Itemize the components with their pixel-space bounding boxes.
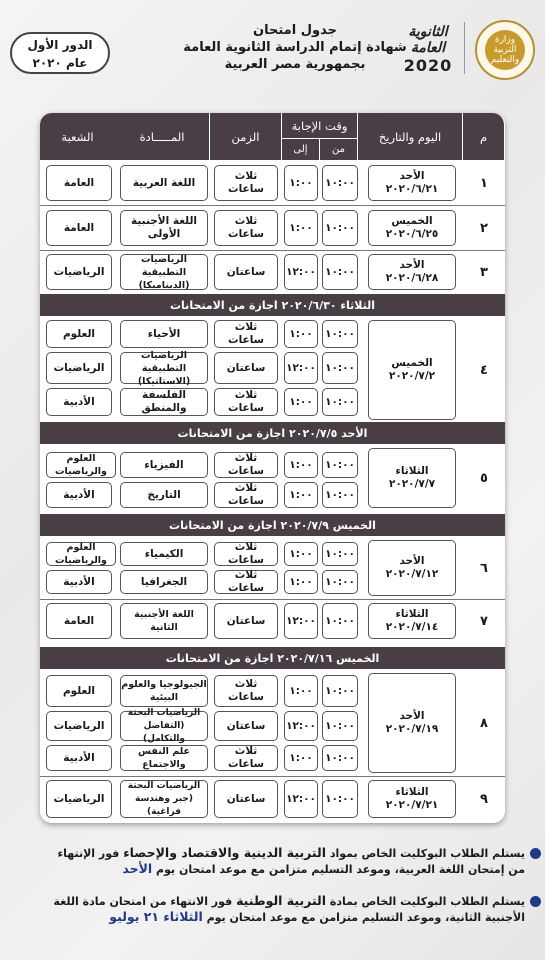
start-time: ١٠:٠٠: [322, 210, 358, 246]
holiday-banner: الأحد ٢٠٢٠/٧/٥ اجازة من الامتحانات: [40, 422, 505, 444]
subject: علم النفس والاجتماع: [120, 745, 208, 771]
date-label: ٢٠٢٠/٧/٧: [388, 478, 436, 490]
start-time: ١٠:٠٠: [322, 603, 358, 639]
note-highlight: التربية الوطنية: [236, 893, 327, 908]
day-label: الأحد: [399, 259, 425, 271]
title-line-1: جدول امتحان: [253, 23, 337, 38]
end-time: ١:٠٠: [284, 482, 318, 508]
note-highlight: الثلاثاء ٢١ يوليو: [109, 909, 203, 924]
day-label: الخميس: [391, 357, 433, 369]
holiday-banner: الخميس ٢٠٢٠/٧/٩ اجازة من الامتحانات: [40, 514, 505, 536]
day-date-box: [368, 448, 456, 508]
note-civics-booklet: [45, 893, 525, 925]
start-time: ١٠:٠٠: [322, 482, 358, 508]
ministry-emblem-icon: [475, 20, 535, 80]
day-date-box: [368, 673, 456, 773]
note-text: فور الإنتهاء من إمتحان اللغة العربية، وموعد التسليم متزامن مع موعد امتحان يوم: [57, 847, 525, 876]
end-time: ١٢:٠٠: [284, 711, 318, 741]
branch: الرياضيات: [46, 352, 112, 384]
day-date-box: [368, 210, 456, 246]
subject: اللغة الأجنبية الثانية: [120, 603, 208, 639]
bullet-icon: [530, 896, 541, 907]
duration: ثلاث ساعات: [214, 388, 278, 416]
row-number: ٢: [480, 220, 488, 236]
start-time: ١٠:٠٠: [322, 352, 358, 384]
date-label: ٢٠٢٠/٧/٢: [388, 370, 436, 382]
subject: الفيزياء: [120, 452, 208, 478]
logo-year: 2020: [403, 56, 453, 75]
row-divider: [40, 250, 505, 251]
day-label: الثلاثاء: [395, 608, 429, 620]
row-number: ١: [480, 175, 488, 191]
end-time: ١٢:٠٠: [284, 780, 318, 818]
subject: الرياضيات التطبيقية (الديناميكا): [120, 254, 208, 290]
round-year: عام ٢٠٢٠: [32, 56, 88, 70]
end-time: ١:٠٠: [284, 388, 318, 416]
date-label: ٢٠٢٠/٧/٢١: [385, 799, 439, 811]
round-label: الدور الأول: [27, 38, 93, 52]
emblem-text: وزارة التربية والتعليم: [485, 30, 525, 70]
duration: ساعتان: [214, 254, 278, 290]
title-line-3: بجمهورية مصر العربية: [224, 57, 366, 72]
end-time: ١٢:٠٠: [284, 352, 318, 384]
date-label: ٢٠٢٠/٧/١٤: [385, 621, 439, 633]
col-header-to: إلى: [282, 139, 320, 160]
row-number: ٨: [480, 715, 488, 731]
row-number: ٧: [480, 613, 488, 629]
subject: الأحياء: [120, 320, 208, 348]
subject: اللغة الأجنبية الأولى: [120, 210, 208, 246]
branch: العلوم والرياضيات: [46, 542, 116, 566]
day-label: الأحد: [399, 555, 425, 567]
end-time: ١:٠٠: [284, 745, 318, 771]
note-text: يستلم الطلاب البوكليت الخاص بمادة: [326, 895, 525, 908]
duration: ساعتان: [214, 603, 278, 639]
end-time: ١:٠٠: [284, 165, 318, 201]
subject: الكيمياء: [120, 542, 208, 566]
holiday-banner: الخميس ٢٠٢٠/٧/١٦ اجازة من الامتحانات: [40, 647, 505, 669]
duration: ساعتان: [214, 780, 278, 818]
date-label: ٢٠٢٠/٦/٢٨: [385, 272, 439, 284]
subject: الفلسفة والمنطق: [120, 388, 208, 416]
branch: الأدبية: [46, 482, 112, 508]
branch: الأدبية: [46, 388, 112, 416]
col-header-subject: المـــــادة: [115, 113, 210, 160]
end-time: ١:٠٠: [284, 452, 318, 478]
duration: ثلاث ساعات: [214, 570, 278, 594]
note-highlight: الأحد: [122, 861, 153, 876]
col-header-number: م: [463, 113, 505, 160]
branch: العلوم: [46, 675, 112, 707]
duration: ثلاث ساعات: [214, 542, 278, 566]
end-time: ١:٠٠: [284, 570, 318, 594]
subject: الجيولوجيا والعلوم البيئية: [120, 675, 208, 707]
branch: الأدبية: [46, 570, 112, 594]
logo-line: الثانوية العامة: [408, 24, 448, 56]
day-label: الأحد: [399, 710, 425, 722]
row-number: ٥: [480, 470, 488, 486]
date-label: ٢٠٢٠/٧/١٩: [385, 723, 439, 735]
date-label: ٢٠٢٠/٧/١٢: [385, 568, 439, 580]
branch: العلوم والرياضيات: [46, 452, 116, 478]
branch: الرياضيات: [46, 780, 112, 818]
bullet-icon: [530, 848, 541, 859]
branch: العامة: [46, 603, 112, 639]
title-line-2: شهادة إتمام الدراسة الثانوية العامة: [183, 40, 407, 55]
start-time: ١٠:٠٠: [322, 745, 358, 771]
duration: ساعتان: [214, 711, 278, 741]
day-date-box: [368, 320, 456, 420]
start-time: ١٠:٠٠: [322, 542, 358, 566]
start-time: ١٠:٠٠: [322, 254, 358, 290]
row-number: ٣: [480, 264, 488, 280]
subject: التاريخ: [120, 482, 208, 508]
end-time: ١:٠٠: [284, 320, 318, 348]
subject: الرياضيات البحتة (جبر وهندسة فراغية): [120, 780, 208, 818]
start-time: ١٠:٠٠: [322, 165, 358, 201]
start-time: ١٠:٠٠: [322, 780, 358, 818]
day-date-box: [368, 165, 456, 201]
start-time: ١٠:٠٠: [322, 711, 358, 741]
day-label: الثلاثاء: [395, 465, 429, 477]
branch: الأدبية: [46, 745, 112, 771]
row-number: ٤: [480, 362, 488, 378]
end-time: ١:٠٠: [284, 675, 318, 707]
row-divider: [40, 205, 505, 206]
duration: ثلاث ساعات: [214, 210, 278, 246]
day-date-box: [368, 603, 456, 639]
col-header-duration: الزمن: [210, 113, 282, 160]
end-time: ١:٠٠: [284, 210, 318, 246]
start-time: ١٠:٠٠: [322, 452, 358, 478]
col-header-from: من: [320, 139, 358, 160]
row-divider: [40, 599, 505, 600]
date-label: ٢٠٢٠/٦/٢٥: [385, 228, 439, 240]
note-text: يستلم الطلاب البوكليت الخاص بمواد: [326, 847, 525, 860]
row-number: ٦: [480, 560, 488, 576]
start-time: ١٠:٠٠: [322, 570, 358, 594]
branch: العلوم: [46, 320, 112, 348]
col-header-branch: الشعبة: [40, 113, 115, 160]
note-text: فور الانتهاء من امتحان مادة اللغة الأجنبية الثانية، وموعد التسليم متزامن مع موعد امتحان يوم: [53, 895, 525, 924]
duration: ثلاث ساعات: [214, 165, 278, 201]
page-header: [0, 0, 545, 110]
subject: اللغة العربية: [120, 165, 208, 201]
logo-divider: [464, 22, 465, 74]
start-time: ١٠:٠٠: [322, 388, 358, 416]
branch: العامة: [46, 210, 112, 246]
day-date-box: [368, 780, 456, 818]
day-date-box: [368, 254, 456, 290]
subject: الرياضيات التطبيقية (الاستاتيكا): [120, 352, 208, 384]
duration: ثلاث ساعات: [214, 745, 278, 771]
day-label: الثلاثاء: [395, 786, 429, 798]
duration: ساعتان: [214, 352, 278, 384]
row-number: ٩: [480, 791, 488, 807]
duration: ثلاث ساعات: [214, 320, 278, 348]
subject: الجغرافيا: [120, 570, 208, 594]
start-time: ١٠:٠٠: [322, 320, 358, 348]
round-badge: [10, 32, 110, 74]
day-label: الأحد: [399, 170, 425, 182]
note-religion-booklet: [45, 845, 525, 877]
col-header-day-date: اليوم والتاريخ: [358, 113, 463, 160]
day-label: الخميس: [391, 215, 433, 227]
duration: ثلاث ساعات: [214, 675, 278, 707]
note-highlight: التربية الدينية والاقتصاد والإحصاء: [123, 845, 327, 860]
row-divider: [40, 776, 505, 777]
date-label: ٢٠٢٠/٦/٢١: [385, 183, 439, 195]
branch: الرياضيات: [46, 254, 112, 290]
day-date-box: [368, 540, 456, 596]
start-time: ١٠:٠٠: [322, 675, 358, 707]
duration: ثلاث ساعات: [214, 452, 278, 478]
end-time: ١:٠٠: [284, 542, 318, 566]
page-title: [180, 22, 410, 73]
branch: العامة: [46, 165, 112, 201]
end-time: ١٢:٠٠: [284, 603, 318, 639]
holiday-banner: الثلاثاء ٢٠٢٠/٦/٣٠ اجازة من الامتحانات: [40, 294, 505, 316]
end-time: ١٢:٠٠: [284, 254, 318, 290]
subject: الرياضيات البحتة (التفاضل والتكامل): [120, 711, 208, 741]
duration: ثلاث ساعات: [214, 482, 278, 508]
col-header-answer-time: وقت الإجابة: [282, 113, 358, 139]
branch: الرياضيات: [46, 711, 112, 741]
